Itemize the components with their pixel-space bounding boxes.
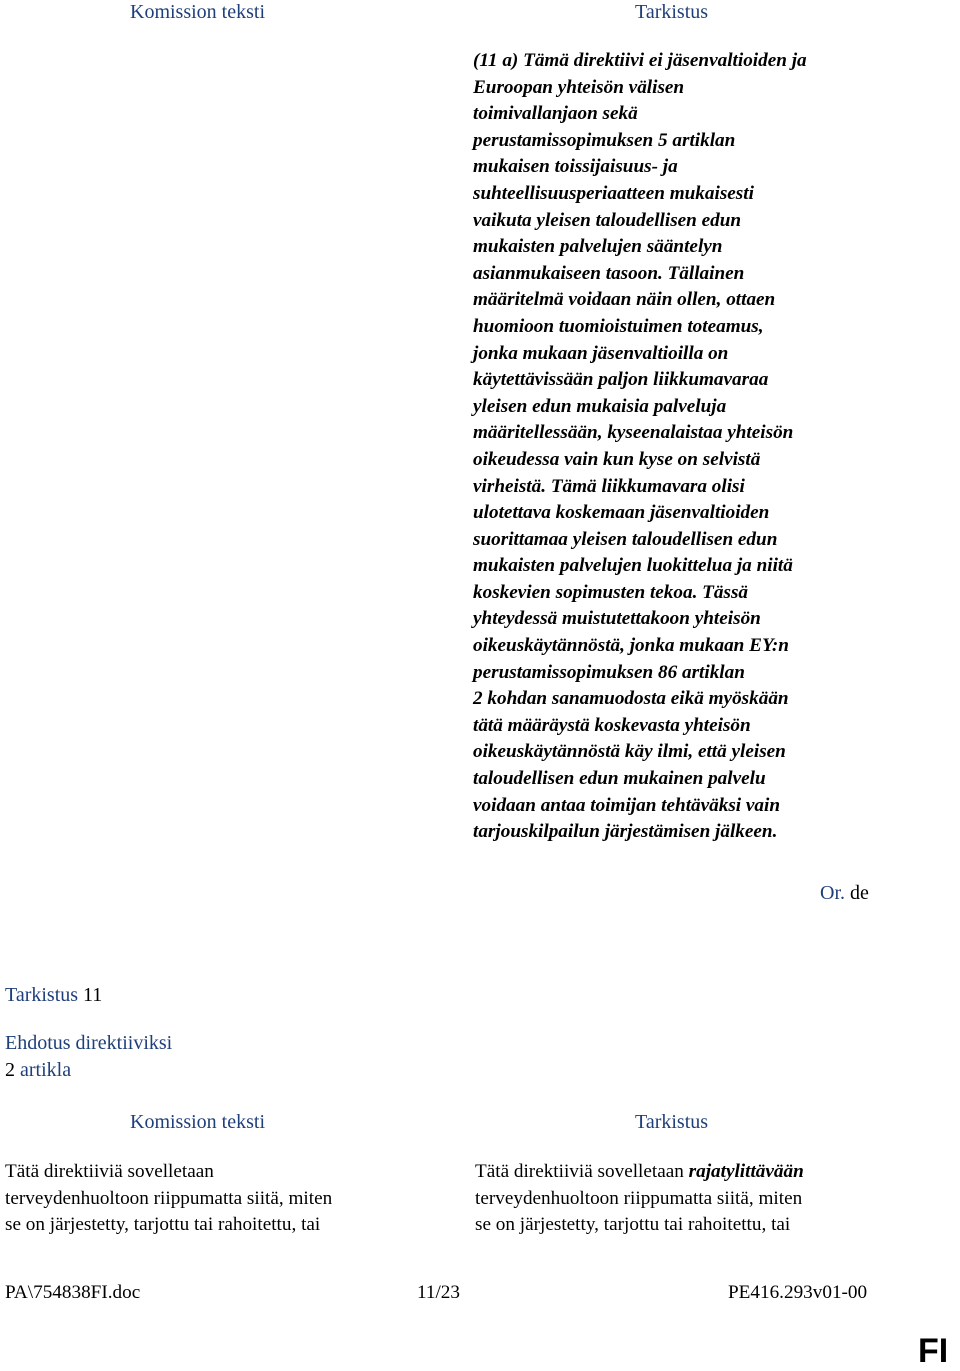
amendment-line: määritellessään, kyseenalaistaa yhteisön xyxy=(473,422,794,444)
amendment-line: suorittamaa yleisen taloudellisen edun xyxy=(473,528,778,550)
amendment-line: määritelmä voidaan näin ollen, ottaen xyxy=(473,289,776,311)
amendment-text-line xyxy=(475,1159,915,1186)
amendment-text-prefix: Tätä direktiiviä sovelletaan xyxy=(475,1161,689,1182)
amendment-line: käytettävissään paljon liikkumavaraa xyxy=(473,369,769,391)
amendment-line: perustamissopimuksen 5 artiklan xyxy=(473,129,736,151)
commission-line: se on järjestetty, tarjottu tai rahoitettu, tai xyxy=(5,1214,321,1236)
footer-pe-ref: PE416.293v01-00 xyxy=(728,1282,868,1303)
amendment-line: tätä määräystä koskevasta yhteisön xyxy=(473,714,751,736)
amendment-text-line: terveydenhuoltoon riippumatta siitä, miten xyxy=(475,1187,803,1209)
article-label: artikla xyxy=(20,1059,72,1081)
amendment-line: mukaisten palvelujen sääntelyn xyxy=(473,236,723,258)
amendment-line: yleisen edun mukaisia palveluja xyxy=(473,395,727,417)
original-language-label: Or. xyxy=(820,882,845,904)
amendment-paragraph xyxy=(473,48,913,846)
amendment-text xyxy=(475,1159,915,1239)
commission-line: terveydenhuoltoon riippumatta siitä, miten xyxy=(5,1187,333,1209)
amendment-line: perustamissopimuksen 86 artiklan xyxy=(473,661,745,683)
amendment-line: asianmukaiseen tasoon. Tällainen xyxy=(473,262,745,284)
amendment-line: tarjouskilpailun järjestämisen jälkeen. xyxy=(473,821,778,843)
proposal-title: Ehdotus direktiiviksi xyxy=(5,1032,173,1054)
article-number: 2 xyxy=(5,1059,15,1081)
amendment-line: vaikuta yleisen taloudellisen edun xyxy=(473,209,742,231)
amendment-line: mukaisten palvelujen luokittelua ja niitä xyxy=(473,555,793,577)
original-language xyxy=(820,881,869,905)
language-mark: FI xyxy=(918,1332,949,1370)
amendment-line: virheistä. Tämä liikkumavara olisi xyxy=(473,475,745,497)
amendment-line: koskevien sopimusten tekoa. Tässä xyxy=(473,581,749,603)
amendment-line: taloudellisen edun mukainen palvelu xyxy=(473,768,766,790)
amendment-header-2: Tarkistus xyxy=(635,1111,709,1133)
amendment-line: voidaan antaa toimijan tehtäväksi vain xyxy=(473,794,781,816)
amendment-line: oikeuskäytännöstä, jonka mukaan EY:n xyxy=(473,635,789,657)
amendment-title xyxy=(5,982,102,1008)
commission-text-header-2: Komission teksti xyxy=(130,1111,266,1133)
commission-text xyxy=(5,1159,445,1239)
amendment-title-number: 11 xyxy=(83,984,103,1006)
amendment-line: mukaisen toissijaisuus- ja xyxy=(473,156,678,178)
amendment-line: 2 kohdan sanamuodosta eikä myöskään xyxy=(473,688,789,710)
amendment-line: suhteellisuusperiaatteen mukaisesti xyxy=(473,182,754,204)
amendment-line: toimivallanjaon sekä xyxy=(473,103,638,125)
amendment-line: yhteydessä muistutettakoon yhteisön xyxy=(473,608,761,630)
amendment-line: jonka mukaan jäsenvaltioilla on xyxy=(473,342,729,364)
amendment-text-line: se on järjestetty, tarjottu tai rahoitettu, tai xyxy=(475,1214,791,1236)
amendment-header: Tarkistus xyxy=(635,1,709,23)
footer-page-number: 11/23 xyxy=(417,1282,460,1303)
article-reference xyxy=(5,1057,71,1084)
amendment-text-emphasis: rajatylittävään xyxy=(688,1161,804,1182)
amendment-line: huomioon tuomioistuimen toteamus, xyxy=(473,315,764,337)
amendment-line: oikeudessa vain kun kyse on selvistä xyxy=(473,448,761,470)
footer-doc-ref: PA\754838FI.doc xyxy=(5,1282,141,1303)
commission-line: Tätä direktiiviä sovelletaan xyxy=(5,1161,214,1182)
amendment-line: oikeuskäytännöstä käy ilmi, että yleisen xyxy=(473,741,786,763)
amendment-title-label: Tarkistus xyxy=(5,984,79,1006)
amendment-line: Euroopan yhteisön välisen xyxy=(473,76,685,98)
original-language-code: de xyxy=(850,882,869,904)
commission-text-header: Komission teksti xyxy=(130,1,266,23)
amendment-line: ulotettava koskemaan jäsenvaltioiden xyxy=(473,502,770,524)
amendment-line: (11 a) Tämä direktiivi ei jäsenvaltioiden ja xyxy=(473,50,807,71)
